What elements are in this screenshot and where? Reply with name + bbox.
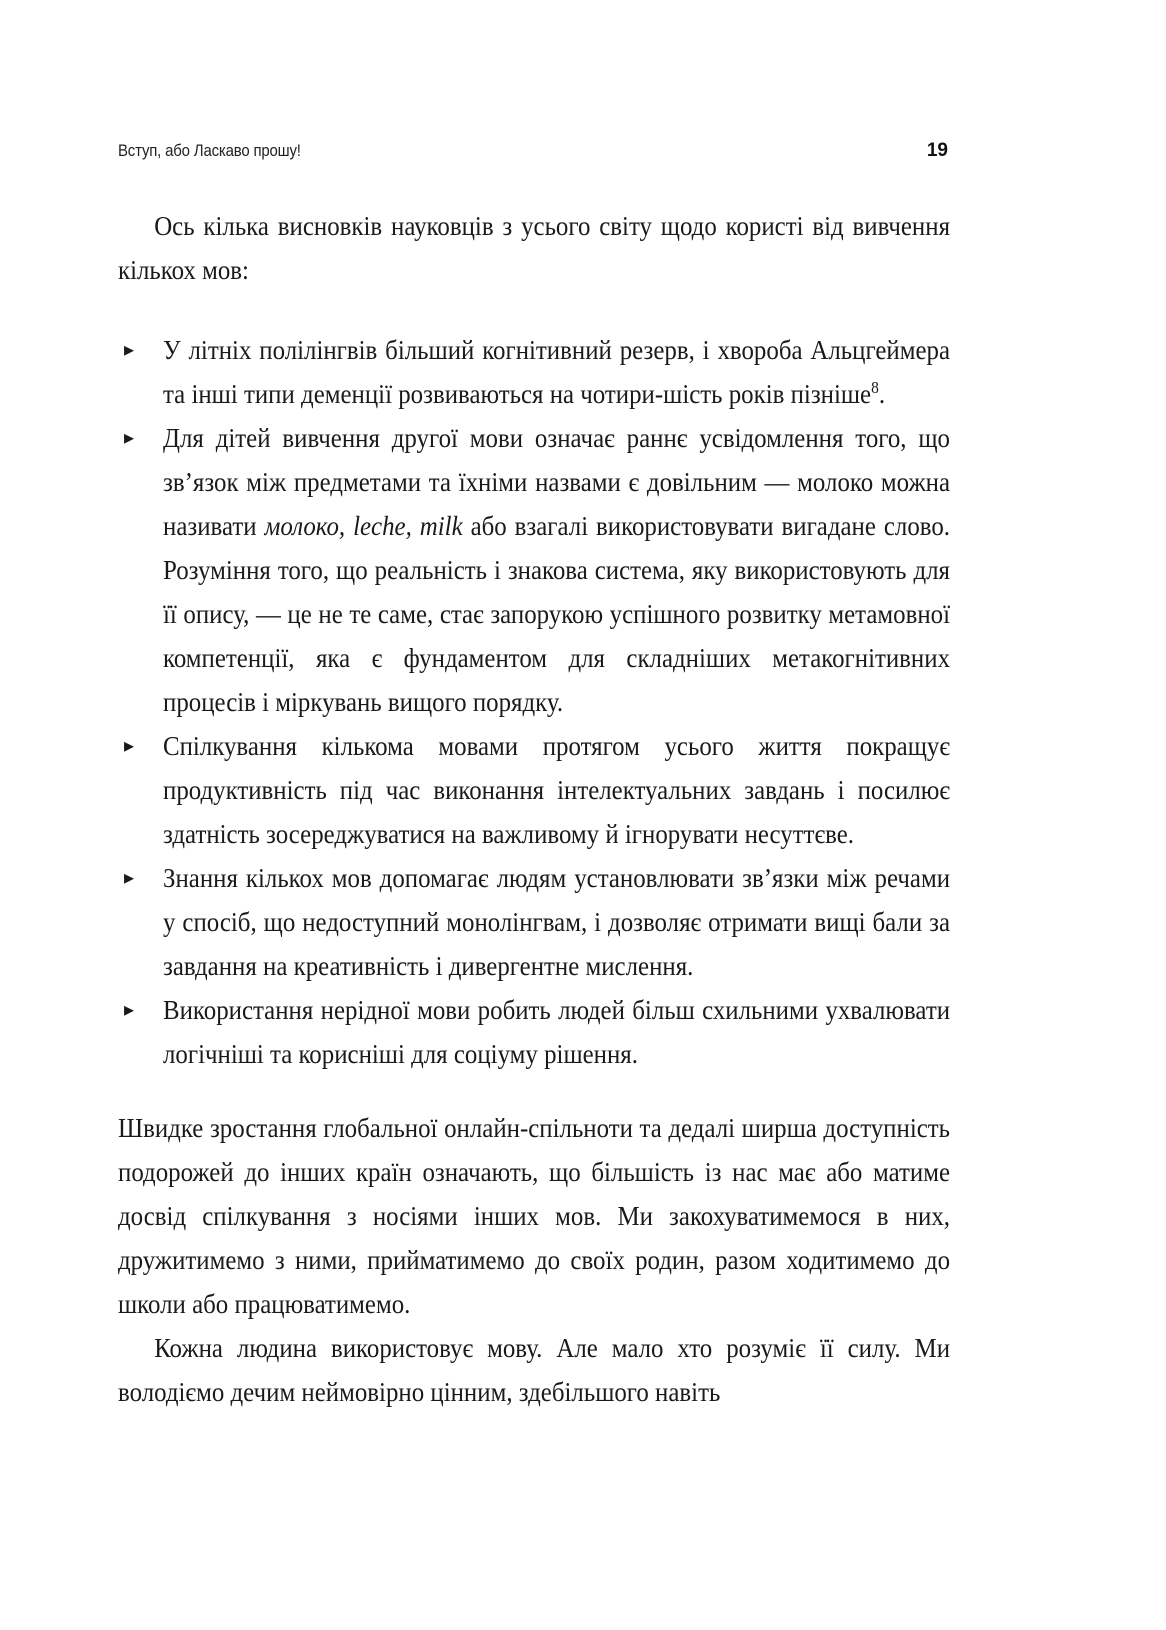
- page-number: 19: [926, 140, 948, 161]
- list-item-text: Спілкування кількома мовами протягом усього життя покращує продуктивність під час виконання інтелектуальних завдань і посилює здатність зосереджуватися на важливому й ігнорувати несуттєве.: [163, 730, 951, 849]
- list-item-text-part2: або взагалі використовувати вигадане слово. Розуміння того, що реальність і знакова система, яку використовують для її опису, — це не те саме, стає запорукою успішного розвитку метамовної компетенції, яка є фундаментом для складніших метакогнітивних процесів і міркувань вищого порядку.: [163, 510, 951, 717]
- list-item: [118, 416, 950, 724]
- list-item-text-tail: .: [878, 378, 886, 409]
- emphasized-words: молоко, leche, milk: [264, 510, 463, 541]
- list-item-text-part1: Для дітей вивчення другої мови означає раннє усвідомлення того, що зв’язок між предметами та їхніми назвами є довільним — молоко можна називати: [163, 422, 951, 541]
- triangle-bullet-icon: ▸: [124, 999, 135, 1021]
- running-head-title: Вступ, або Ласкаво прошу!: [118, 141, 301, 160]
- closing-paragraph-2: Кожна людина використовує мову. Але мало хто розуміє її силу. Ми володіємо дечим неймовірно цінним, здебільшого навіть: [118, 1332, 951, 1407]
- intro-paragraph: Ось кілька висновків науковців з усього світу щодо користі від вивчення кількох мов:: [118, 210, 951, 285]
- running-head: [118, 140, 948, 162]
- page-content: [118, 204, 950, 1414]
- triangle-bullet-icon: ▸: [124, 427, 135, 449]
- list-item-text: Знання кількох мов допомагає людям установлювати зв’язки між речами у спосіб, що недоступний монолінгвам, і дозволяє отримати вищі бали за завдання на креативність і дивергентне мислення.: [163, 862, 951, 981]
- triangle-bullet-icon: ▸: [124, 735, 135, 757]
- list-item: [118, 724, 950, 856]
- list-item-text: [163, 416, 950, 724]
- triangle-bullet-icon: ▸: [124, 339, 135, 361]
- list-item-text: [163, 328, 950, 416]
- list-item: [118, 988, 950, 1076]
- list-item: [118, 328, 950, 416]
- list-item-text-main: У літніх полілінгвів більший когнітивний резерв, і хвороба Альцгеймера та інші типи деменції розвиваються на чотири-шість років пізніше: [163, 334, 951, 409]
- footnote-reference: 8: [871, 377, 879, 397]
- list-item-text: Використання нерідної мови робить людей більш схильними ухвалювати логічніші та корисніші для соціуму рішення.: [163, 994, 951, 1069]
- closing-paragraph-1: Швидке зростання глобальної онлайн-спільноти та дедалі ширша доступність подорожей до інших країн означають, що більшість із нас має або матиме досвід спілкування з носіями інших мов. Ми закохуватимемося в них, дружитимемо з ними, прийматимемо до своїх родин, разом ходитимемо до школи або працюватимемо.: [118, 1112, 951, 1319]
- list-item: [118, 856, 950, 988]
- benefits-list: [118, 328, 950, 1076]
- closing-body: [118, 1106, 950, 1414]
- triangle-bullet-icon: ▸: [124, 867, 135, 889]
